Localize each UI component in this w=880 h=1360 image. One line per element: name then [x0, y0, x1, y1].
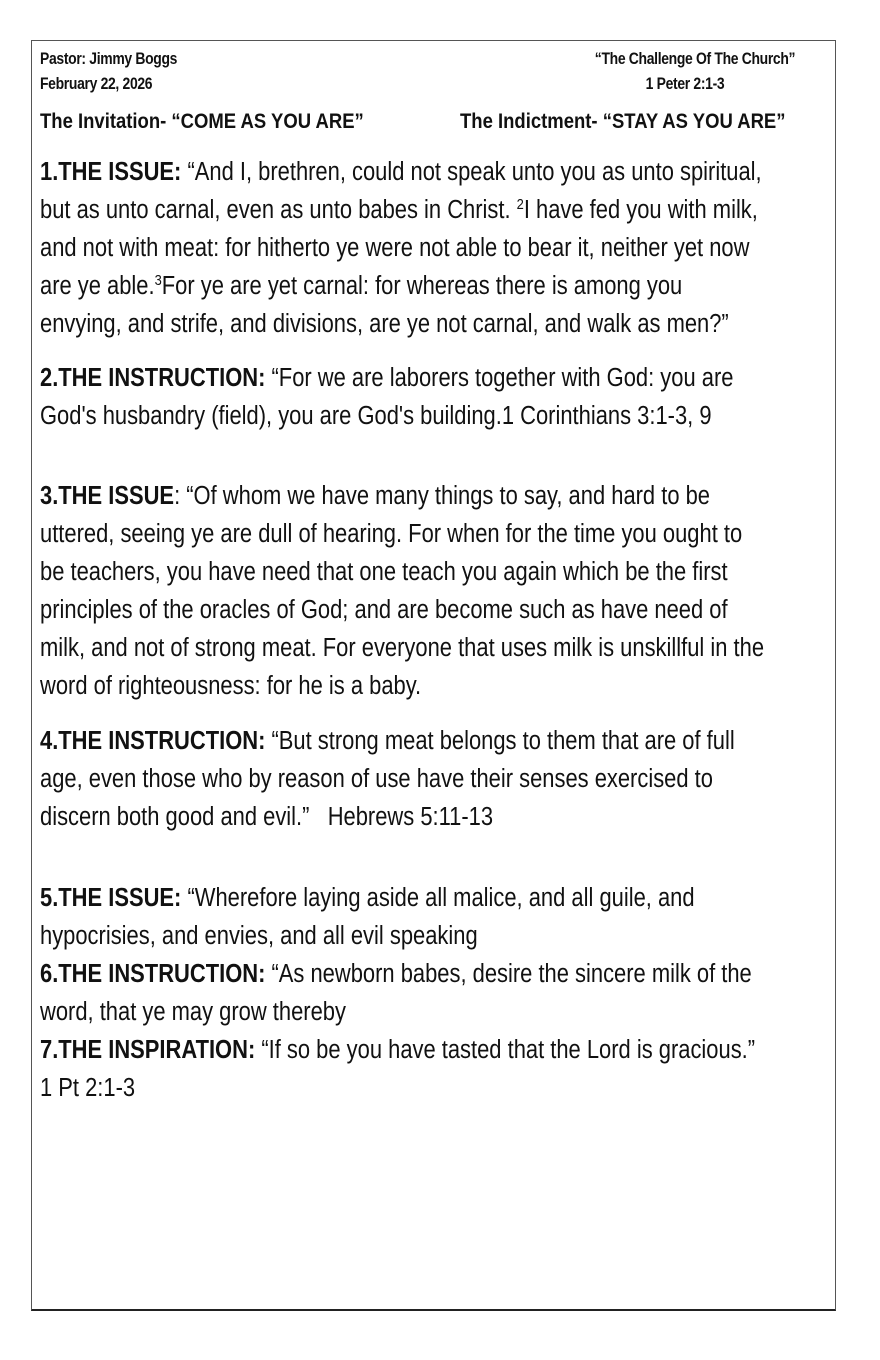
point-2	[40, 359, 814, 435]
point-4-text: discern both good and evil.” Hebrews 5:11-13	[40, 803, 494, 831]
point-3-text: be teachers, you have need that one teach you again which be the first	[40, 558, 728, 586]
point-1-text: “And I, brethren, could not speak unto you as unto spiritual,	[181, 158, 762, 186]
point-2-label: 2.THE INSTRUCTION:	[40, 364, 266, 392]
point-6-label: 6.THE INSTRUCTION:	[40, 960, 266, 988]
point-3-text: word of righteousness: for he is a baby.	[40, 672, 422, 700]
point-1-text: envying, and strife, and divisions, are ye not carnal, and walk as men?”	[40, 310, 729, 338]
point-5-text: hypocrisies, and envies, and all evil speaking	[40, 922, 478, 950]
point-1-text: and not with meat: for hitherto ye were not able to bear it, neither yet now	[40, 234, 750, 262]
verse-number: 3	[154, 272, 162, 289]
point-3-text: : “Of whom we have many things to say, and hard to be	[174, 482, 711, 510]
invitation-heading: The Invitation- “COME AS YOU ARE”	[40, 110, 364, 133]
point-1-text: I have fed you with milk,	[523, 196, 758, 224]
point-1-text: but as unto carnal, even as unto babes in Christ.	[40, 196, 517, 224]
point-7-text: “If so be you have tasted that the Lord is gracious.”	[255, 1036, 756, 1064]
point-5-text: “Wherefore laying aside all malice, and all guile, and	[181, 884, 695, 912]
point-3	[40, 477, 814, 705]
sermon-scripture: 1 Peter 2:1-3	[645, 74, 725, 93]
verse-number: 2	[516, 196, 524, 213]
points-5-7	[40, 879, 814, 1107]
indictment-heading: The Indictment- “STAY AS YOU ARE”	[460, 110, 786, 133]
point-4-text: age, even those who by reason of use have their senses exercised to	[40, 765, 713, 793]
point-3-text: uttered, seeing ye are dull of hearing. For when for the time you ought to	[40, 520, 743, 548]
point-7-text: 1 Pt 2:1-3	[40, 1074, 136, 1102]
point-6-text: word, that ye may grow thereby	[40, 998, 346, 1026]
point-4-text: “But strong meat belongs to them that are of full	[265, 727, 735, 755]
point-6-text: “As newborn babes, desire the sincere milk of the	[265, 960, 752, 988]
point-5-label: 5.THE ISSUE:	[40, 884, 182, 912]
sermon-title: “The Challenge Of The Church”	[594, 49, 796, 68]
point-7-label: 7.THE INSPIRATION:	[40, 1036, 256, 1064]
point-1-label: 1.THE ISSUE:	[40, 158, 182, 186]
point-3-label: 3.THE ISSUE	[40, 482, 175, 510]
point-3-text: milk, and not of strong meat. For everyone that uses milk is unskillful in the	[40, 634, 765, 662]
point-2-text: “For we are laborers together with God: you are	[265, 364, 734, 392]
pastor-name: Pastor: Jimmy Boggs	[40, 49, 178, 68]
point-4	[40, 722, 814, 836]
point-1-text: For ye are yet carnal: for whereas there is among you	[161, 272, 683, 300]
point-3-text: principles of the oracles of God; and are become such as have need of	[40, 596, 728, 624]
point-4-label: 4.THE INSTRUCTION:	[40, 727, 266, 755]
point-1-text: are ye able.	[40, 272, 155, 300]
point-2-text: God's husbandry (field), you are God's building.1 Corinthians 3:1-3, 9	[40, 402, 712, 430]
sermon-date: February 22, 2026	[40, 74, 153, 93]
point-1	[40, 153, 814, 343]
